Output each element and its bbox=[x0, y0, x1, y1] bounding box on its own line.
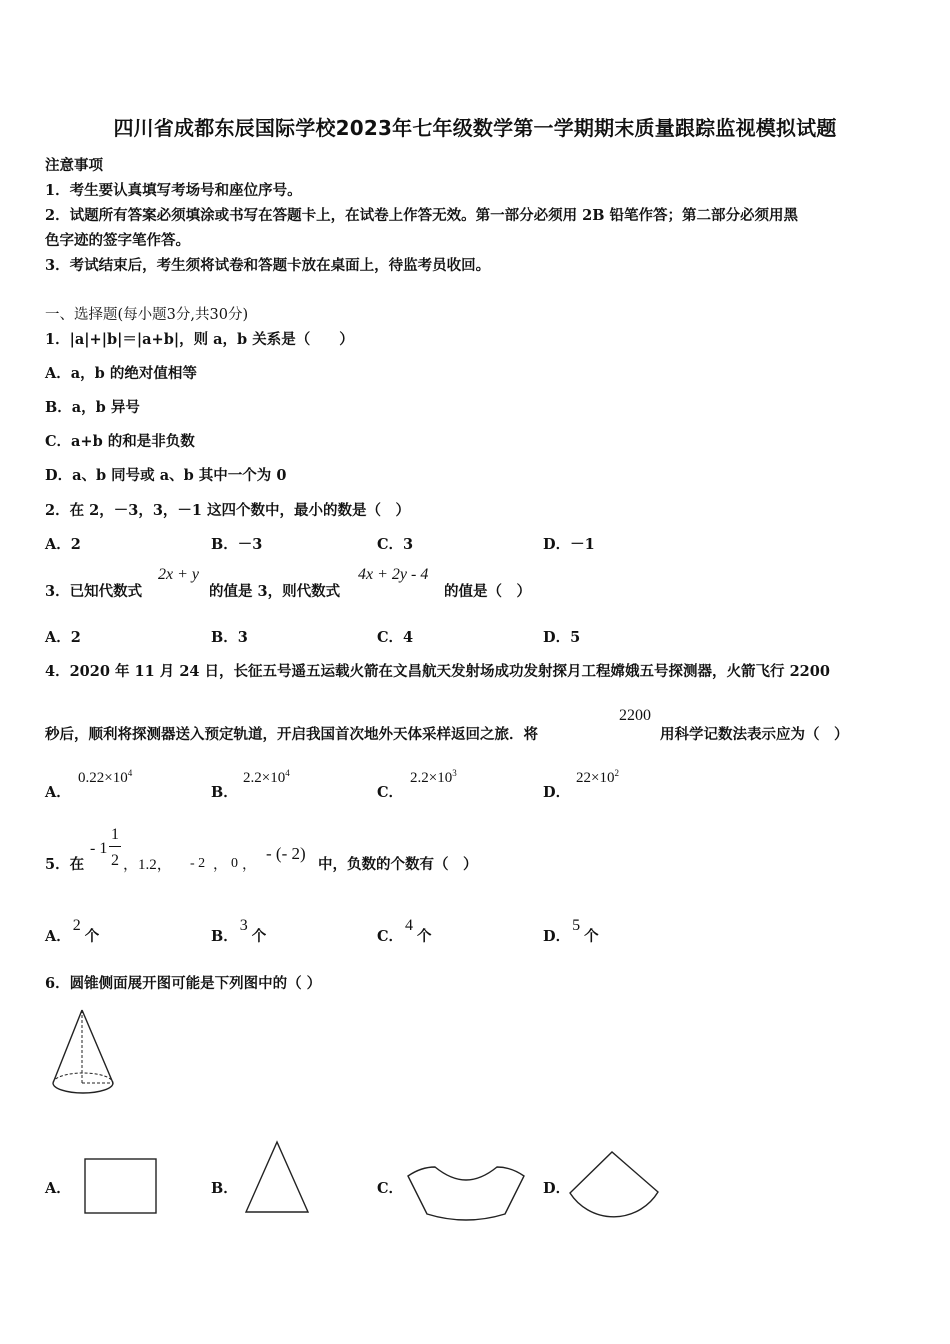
q1-option-d[interactable]: D．a、b 同号或 a、b 其中一个为 0 bbox=[45, 467, 287, 484]
q4-option-d-letter[interactable]: D． bbox=[543, 784, 571, 801]
notice-item: 2．试题所有答案必须填涂或书写在答题卡上，在试卷上作答无效。第一部分必须用 2B 铅笔作答；第二部分必须用黑 bbox=[45, 207, 799, 224]
question-4-line2-end: 用科学记数法表示应为（ ） bbox=[660, 726, 849, 743]
triangle-figure[interactable] bbox=[244, 1140, 310, 1214]
q3-option-d[interactable]: D．5 bbox=[543, 629, 581, 646]
q2-option-d[interactable]: D．－1 bbox=[543, 536, 595, 553]
question-4-line1: 4．2020 年 11 月 24 日，长征五号遥五运载火箭在文昌航天发射场成功发射探月工程嫦娥五号探测器，火箭飞行 2200 bbox=[45, 663, 830, 680]
question-4-line2: 秒后，顺利将探测器送入预定轨道，开启我国首次地外天体采样返回之旅．将 bbox=[45, 726, 538, 743]
annular-sector-figure[interactable] bbox=[405, 1164, 527, 1216]
q3-option-a[interactable]: A．2 bbox=[45, 629, 81, 646]
q5-neg-neg2: - (- 2) bbox=[266, 844, 306, 863]
q1-option-c[interactable]: C．a+b 的和是非负数 bbox=[45, 433, 195, 450]
q5-sep2: ， bbox=[213, 857, 228, 873]
q2-option-a[interactable]: A．2 bbox=[45, 536, 81, 553]
q5-sep3: ， bbox=[242, 857, 257, 873]
notice-heading: 注意事项 bbox=[45, 157, 103, 174]
q2-option-b[interactable]: B．－3 bbox=[211, 536, 263, 553]
question-5-prefix: 5．在 bbox=[45, 856, 85, 873]
q4-option-b-value[interactable]: $2.2\times 10^4$ bbox=[243, 768, 290, 786]
q1-option-b[interactable]: B．a，b 异号 bbox=[45, 399, 140, 416]
cone-figure bbox=[50, 1008, 120, 1100]
q2-option-c[interactable]: C．3 bbox=[377, 536, 414, 553]
q4-option-c-value[interactable]: $2.2\times 10^3$ bbox=[410, 768, 457, 786]
q4-option-c-letter[interactable]: C． bbox=[377, 784, 404, 801]
rectangle-figure[interactable] bbox=[84, 1158, 158, 1214]
question-1-stem: 1．|a|+|b|＝|a+b|，则 a，b 关系是（ ） bbox=[45, 331, 354, 348]
sector-figure[interactable] bbox=[568, 1150, 662, 1218]
q4-number: 2200 bbox=[619, 707, 651, 724]
q5-sep1: ，1.2， bbox=[123, 857, 172, 873]
q4-option-d-value[interactable]: $22\times 10^2$ bbox=[576, 768, 619, 786]
q6-option-c[interactable]: C． bbox=[377, 1180, 404, 1197]
notice-item: 1．考生要认真填写考场号和座位序号。 bbox=[45, 182, 302, 199]
page-title: 四川省成都东辰国际学校2023年七年级数学第一学期期末质量跟踪监视模拟试题 bbox=[113, 116, 837, 140]
q1-option-a[interactable]: A．a，b 的绝对值相等 bbox=[45, 365, 197, 382]
q5-zero: 0 bbox=[231, 856, 238, 871]
q4-option-a-letter[interactable]: A． bbox=[45, 784, 71, 801]
q6-option-d[interactable]: D． bbox=[543, 1180, 571, 1197]
q5-mixed-sign: - 1 bbox=[90, 840, 108, 857]
q5-neg2: - 2 bbox=[190, 856, 206, 871]
q5-option-b[interactable]: B．3个 bbox=[211, 917, 267, 945]
question-5-suffix: 中，负数的个数有（ ） bbox=[318, 856, 478, 873]
question-3-part1: 3．已知代数式 bbox=[45, 583, 143, 600]
question-2-stem: 2．在 2，－3，3，－1 这四个数中，最小的数是（ ） bbox=[45, 502, 411, 519]
q6-option-a[interactable]: A． bbox=[45, 1180, 71, 1197]
q5-frac-denominator: 2 bbox=[111, 852, 119, 869]
q3-option-c[interactable]: C．4 bbox=[377, 629, 414, 646]
q4-option-a-value[interactable]: $0.22\times 10^4$ bbox=[78, 768, 133, 786]
q3-option-b[interactable]: B．3 bbox=[211, 629, 248, 646]
question-6-stem: 6．圆锥侧面展开图可能是下列图中的（ ） bbox=[45, 975, 322, 992]
q4-option-b-letter[interactable]: B． bbox=[211, 784, 238, 801]
q5-option-a[interactable]: A．2个 bbox=[45, 917, 100, 945]
q5-option-c[interactable]: C．4个 bbox=[377, 917, 432, 945]
q5-fraction-bar bbox=[109, 846, 121, 847]
notice-item: 色字迹的签字笔作答。 bbox=[45, 232, 190, 249]
section-heading: 一、选择题(每小题3分,共30分) bbox=[45, 307, 249, 323]
question-3-part3: 的值是（ ） bbox=[444, 583, 531, 600]
q3-expression-2: 4x + 2y - 4 bbox=[358, 566, 429, 583]
question-3-part2: 的值是 3，则代数式 bbox=[209, 583, 341, 600]
q3-expression-1: 2x + y bbox=[158, 566, 199, 583]
q5-frac-numerator: 1 bbox=[111, 826, 119, 843]
notice-item: 3．考试结束后，考生须将试卷和答题卡放在桌面上，待监考员收回。 bbox=[45, 257, 491, 274]
q6-option-b[interactable]: B． bbox=[211, 1180, 238, 1197]
q5-option-d[interactable]: D．5个 bbox=[543, 917, 599, 945]
